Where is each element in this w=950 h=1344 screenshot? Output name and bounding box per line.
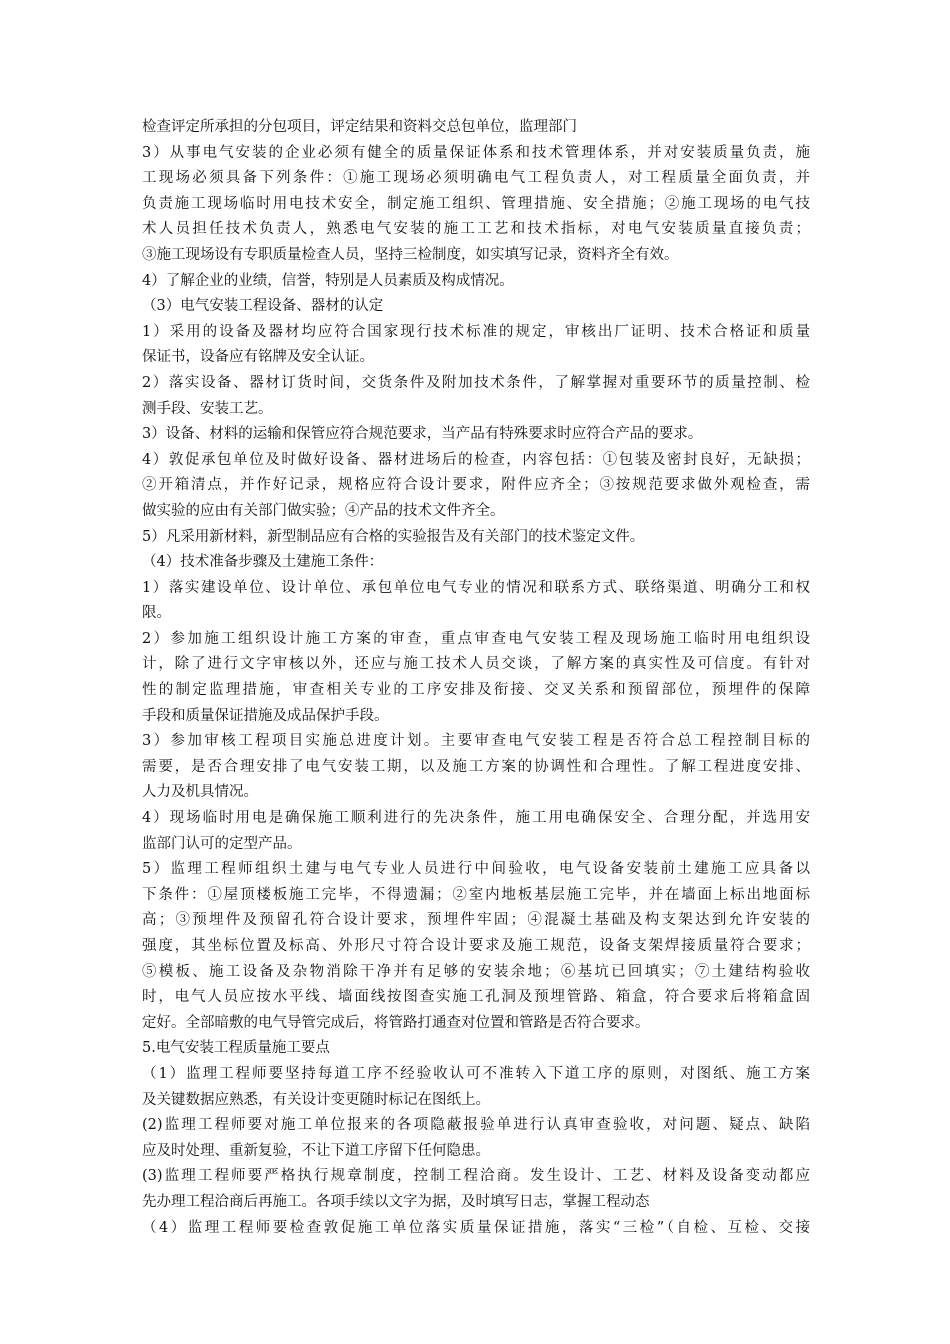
text-line: 负责施工现场临时用电技术安全，制定施工组织、管理措施、安全措施；②施工现场的电气技: [142, 195, 810, 212]
text-line: 工现场必须具备下列条件：①施工现场必须明确电气工程负责人，对工程质量全面负责，并: [142, 170, 810, 187]
text-line: 需要，是否合理安排了电气安装工期，以及施工方案的协调性和合理性。了解工程进度安排、: [142, 758, 810, 775]
text-line: 强度，其坐标位置及标高、外形尺寸符合设计要求及施工规范，设备支架焊接质量符合要求；: [142, 938, 810, 954]
section-heading: （3）电气安装工程设备、器材的认定: [142, 298, 384, 315]
text-line: 测手段、安装工艺。: [142, 400, 273, 417]
text-line: 1）落实建设单位、设计单位、承包单位电气专业的情况和联系方式、联络渠道、明确分工和权: [142, 579, 810, 596]
text-line: 2）参加施工组织设计施工方案的审查，重点审查电气安装工程及现场施工临时用电组织设: [142, 630, 810, 647]
section-heading: （4）技术准备步骤及土建施工条件：: [142, 554, 384, 571]
text-line: 3）从事电气安装的企业必须有健全的质量保证体系和技术管理体系，并对安装质量负责，施: [142, 144, 810, 161]
text-line: 3）参加审核工程项目实施总进度计划。主要审查电气安装工程是否符合总工程控制目标的: [142, 733, 810, 750]
text-line: 应及时处理、重新复验，不让下道工序留下任何隐患。: [142, 1142, 490, 1159]
text-line: 4）了解企业的业绩，信誉，特别是人员素质及构成情况。: [142, 272, 514, 289]
text-line: 做实验的应由有关部门做实验；④产品的技术文件齐全。: [142, 502, 505, 519]
text-line: 4）现场临时用电是确保施工顺利进行的先决条件，施工用电确保安全、合理分配，并选用安: [142, 810, 810, 827]
text-line: 计，除了进行文字审核以外，还应与施工技术人员交谈，了解方案的真实性及可信度。有针对: [142, 656, 810, 673]
text-line: 1）采用的设备及器材均应符合国家现行技术标准的规定，审核出厂证明、技术合格证和质量: [142, 323, 810, 340]
text-line: 定好。全部暗敷的电气导管完成后，将管路打通查对位置和管路是否符合要求。: [142, 1014, 650, 1031]
text-line: 先办理工程洽商后再施工。各项手续以文字为据，及时填写日志，掌握工程动态: [142, 1193, 650, 1210]
text-line: (2)监理工程师要对施工单位报来的各项隐蔽报验单进行认真审查验收，对问题、疑点、缺陷: [142, 1117, 810, 1134]
text-line: 5）凡采用新材料，新型制品应有合格的实验报告及有关部门的技术鉴定文件。: [142, 528, 645, 545]
text-line: 时，电气人员应按水平线、墙面线按图查实施工孔洞及预埋管路、箱盒，符合要求后将箱盒固: [142, 989, 810, 1006]
text-line: 性的制定监理措施，审查相关专业的工序安排及衔接、交叉关系和预留部位，预埋件的保障: [142, 682, 810, 699]
text-line: 高；③预埋件及预留孔符合设计要求，预埋件牢固；④混凝土基础及构支架达到允许安装的: [142, 912, 810, 929]
text-line: 手段和质量保证措施及成品保护手段。: [142, 707, 389, 724]
text-line: 下条件：①屋顶楼板施工完毕，不得遗漏；②室内地板基层施工完毕，并在墙面上标出地面标: [142, 886, 810, 903]
text-line: 限。: [142, 605, 171, 622]
text-line: 4）敦促承包单位及时做好设备、器材进场后的检查，内容包括：①包装及密封良好，无缺损；: [142, 451, 810, 468]
section-heading: 5.电气安装工程质量施工要点: [142, 1040, 330, 1057]
text-line: 3）设备、材料的运输和保管应符合规范要求，当产品有特殊要求时应符合产品的要求。: [142, 426, 703, 443]
document-body: [142, 115, 810, 1241]
text-line: 检查评定所承担的分包项目，评定结果和资料交总包单位，监理部门: [142, 119, 577, 135]
text-line: (3)监理工程师要严格执行规章制度，控制工程洽商。发生设计、工艺、材料及设备变动都应: [142, 1168, 810, 1185]
text-line: 2）落实设备、器材订货时间，交货条件及附加技术条件，了解掌握对重要环节的质量控制、检: [142, 374, 810, 391]
text-line: ②开箱清点，并作好记录，规格应符合设计要求，附件应齐全；③按规范要求做外观检查，需: [142, 477, 810, 494]
text-line: 术人员担任技术负责人，熟悉电气安装的施工工艺和技术指标，对电气安装质量直接负责；: [142, 221, 810, 238]
text-line: 监部门认可的定型产品。: [142, 835, 302, 852]
text-line: （4）监理工程师要检查敦促施工单位落实质量保证措施，落实“三检”（自检、互检、交接: [142, 1219, 810, 1236]
text-line: 及关键数据应熟悉，有关设计变更随时标记在图纸上。: [142, 1091, 490, 1108]
text-line: 5）监理工程师组织土建与电气专业人员进行中间验收，电气设备安装前土建施工应具备以: [142, 861, 810, 878]
text-line: 保证书，设备应有铭牌及安全认证。: [142, 349, 374, 366]
text-line: （1）监理工程师要坚持每道工序不经验收认可不准转入下道工序的原则，对图纸、施工方案: [142, 1065, 810, 1082]
text-line: ③施工现场设有专职质量检查人员，坚持三检制度，如实填写记录，资料齐全有效。: [142, 246, 679, 263]
text-line: ⑤模板、施工设备及杂物消除干净并有足够的安装余地；⑥基坑已回填实；⑦土建结构验收: [142, 963, 810, 980]
text-line: 人力及机具情况。: [142, 784, 258, 801]
